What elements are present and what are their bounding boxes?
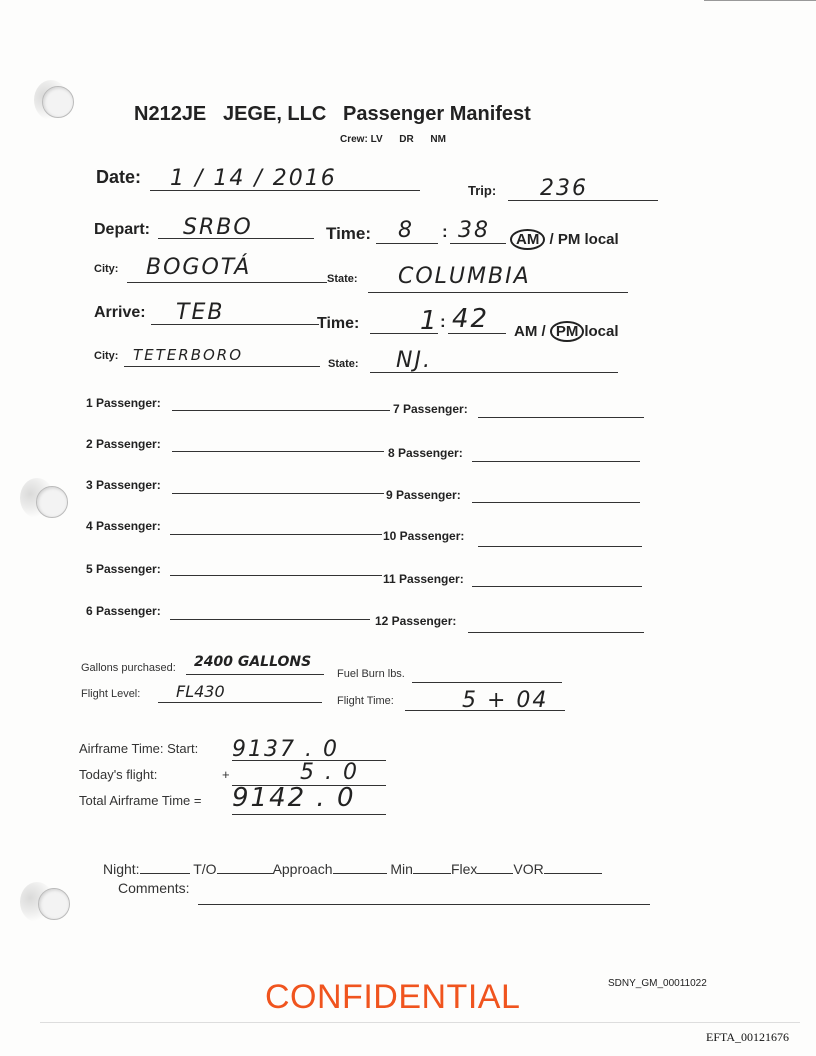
punch-hole-bottom xyxy=(38,888,70,920)
passenger-6-line xyxy=(170,619,370,620)
min-line xyxy=(413,873,451,874)
top-edge-line xyxy=(704,0,816,1)
time-colon: : xyxy=(442,222,448,241)
passenger-5-label: 5 Passenger: xyxy=(86,562,161,576)
depart-am-circled: AM xyxy=(510,229,545,250)
fuel-burn-line xyxy=(412,682,562,683)
document-id: SDNY_GM_00011022 xyxy=(608,978,707,989)
approach-line xyxy=(333,873,387,874)
arrive-am: AM / xyxy=(514,323,546,340)
scan-edge-line xyxy=(40,1022,800,1023)
fuel-burn-label: Fuel Burn lbs. xyxy=(337,668,405,680)
form-title xyxy=(134,103,531,126)
flex-line xyxy=(477,873,513,874)
depart-minute: 38 xyxy=(458,218,490,243)
punch-hole-top xyxy=(42,86,74,118)
arrive-city-line xyxy=(124,366,320,367)
night-line xyxy=(140,873,190,874)
arrive-ampm xyxy=(514,321,619,342)
arrive-minute: 42 xyxy=(452,304,490,334)
depart-minute-line xyxy=(450,243,506,244)
arrive-city-value: TETERBORO xyxy=(133,346,244,364)
depart-city-value: BOGOTÁ xyxy=(146,255,252,280)
trip-value: 236 xyxy=(540,176,588,201)
depart-line xyxy=(158,238,314,239)
depart-hour-line xyxy=(376,243,438,244)
total-airframe-line xyxy=(232,814,386,815)
gallons-line xyxy=(186,674,324,675)
passenger-8-label: 8 Passenger: xyxy=(388,446,463,460)
today-flight-plus: + xyxy=(222,767,230,782)
passenger-11-label: 11 Passenger: xyxy=(383,572,464,586)
min-label: Min xyxy=(390,861,413,877)
total-airframe-label: Total Airframe Time = xyxy=(79,793,202,808)
crew-label: Crew: xyxy=(340,134,368,145)
passenger-2-line xyxy=(172,451,384,452)
depart-ampm xyxy=(510,229,619,250)
crew-member: LV xyxy=(370,134,383,145)
depart-hour: 8 xyxy=(398,218,414,243)
passenger-3-label: 3 Passenger: xyxy=(86,478,161,492)
night-label: Night: xyxy=(103,861,140,877)
passenger-9-label: 9 Passenger: xyxy=(386,488,461,502)
trip-line xyxy=(508,200,658,201)
footer-fields-row xyxy=(103,861,602,877)
gallons-label: Gallons purchased: xyxy=(81,662,176,674)
comments-label: Comments: xyxy=(118,880,190,896)
flight-time-label: Flight Time: xyxy=(337,695,394,707)
vor-label: VOR xyxy=(513,861,544,877)
trip-label: Trip: xyxy=(468,183,497,198)
flight-level-label: Flight Level: xyxy=(81,688,141,700)
flex-label: Flex xyxy=(450,861,478,877)
passenger-2-label: 2 Passenger: xyxy=(86,437,161,451)
arrive-pm-circled: PM xyxy=(550,321,585,342)
arrive-state-value: NJ. xyxy=(396,348,432,373)
depart-time-label: Time: xyxy=(326,224,372,243)
passenger-6-label: 6 Passenger: xyxy=(86,604,161,618)
depart-state-label: State: xyxy=(327,273,358,285)
arrive-local: local xyxy=(584,323,619,340)
depart-state-line xyxy=(368,292,628,293)
passenger-7-line xyxy=(478,417,644,418)
arrive-hour: 1 xyxy=(420,306,439,336)
depart-city-label: City: xyxy=(94,263,119,275)
arrive-hour-line xyxy=(370,333,438,334)
approach-label: Approach xyxy=(272,861,333,877)
passenger-9-line xyxy=(472,502,640,503)
arrive-time-label: Time: xyxy=(317,315,360,332)
date-line xyxy=(150,190,420,191)
today-flight-value: 5 . 0 xyxy=(300,760,359,785)
airframe-start-value: 9137 . 0 xyxy=(232,737,339,762)
arrive-city-label: City: xyxy=(94,350,119,362)
passenger-4-line xyxy=(170,534,382,535)
passenger-12-line xyxy=(468,632,644,633)
arrive-line xyxy=(151,324,319,325)
punch-hole-middle xyxy=(36,486,68,518)
bates-number: EFTA_00121676 xyxy=(706,1030,790,1044)
to-label: T/O xyxy=(193,861,217,877)
total-airframe-value: 9142 . 0 xyxy=(232,783,356,813)
depart-value: SRBO xyxy=(183,215,253,240)
passenger-11-line xyxy=(472,586,642,587)
depart-pm-local: / PM local xyxy=(549,231,619,248)
comments-line xyxy=(198,904,650,905)
today-flight-label: Today's flight: xyxy=(79,767,158,782)
flight-time-value: 5 + 04 xyxy=(462,688,549,713)
arrive-state-line xyxy=(370,372,618,373)
crew-member: DR xyxy=(399,134,414,145)
arrive-state-label: State: xyxy=(328,358,359,370)
passenger-3-line xyxy=(172,493,384,494)
tail-number: N212JE xyxy=(134,103,207,125)
manifest-title: Passenger Manifest xyxy=(342,103,531,125)
crew-member: NM xyxy=(430,134,446,145)
passenger-12-label: 12 Passenger: xyxy=(375,614,457,628)
date-label: Date: xyxy=(96,167,142,187)
passenger-8-line xyxy=(472,461,640,462)
depart-city-line xyxy=(127,282,327,283)
passenger-10-line xyxy=(478,546,642,547)
flight-level-value: FL430 xyxy=(176,682,225,701)
arrive-minute-line xyxy=(448,333,506,334)
passenger-5-line xyxy=(170,575,382,576)
depart-state-value: COLUMBIA xyxy=(398,264,531,289)
arrive-value: TEB xyxy=(176,300,225,325)
confidential-stamp: CONFIDENTIAL xyxy=(265,978,521,1016)
passenger-1-line xyxy=(172,410,390,411)
flight-time-line xyxy=(405,710,565,711)
passenger-7-label: 7 Passenger: xyxy=(393,402,468,416)
date-value: 1 / 14 / 2016 xyxy=(170,166,337,191)
depart-label: Depart: xyxy=(94,221,151,238)
passenger-10-label: 10 Passenger: xyxy=(383,529,465,543)
gallons-value: 2400 GALLONS xyxy=(194,654,312,670)
vor-line xyxy=(544,873,602,874)
crew-row xyxy=(340,134,446,145)
airframe-start-label: Airframe Time: Start: xyxy=(79,741,199,756)
arrive-colon: : xyxy=(440,312,446,331)
arrive-label: Arrive: xyxy=(94,304,146,321)
passenger-1-label: 1 Passenger: xyxy=(86,396,161,410)
flight-level-line xyxy=(158,702,322,703)
to-line xyxy=(217,873,273,874)
company-name: JEGE, LLC xyxy=(222,103,327,125)
passenger-4-label: 4 Passenger: xyxy=(86,519,161,533)
